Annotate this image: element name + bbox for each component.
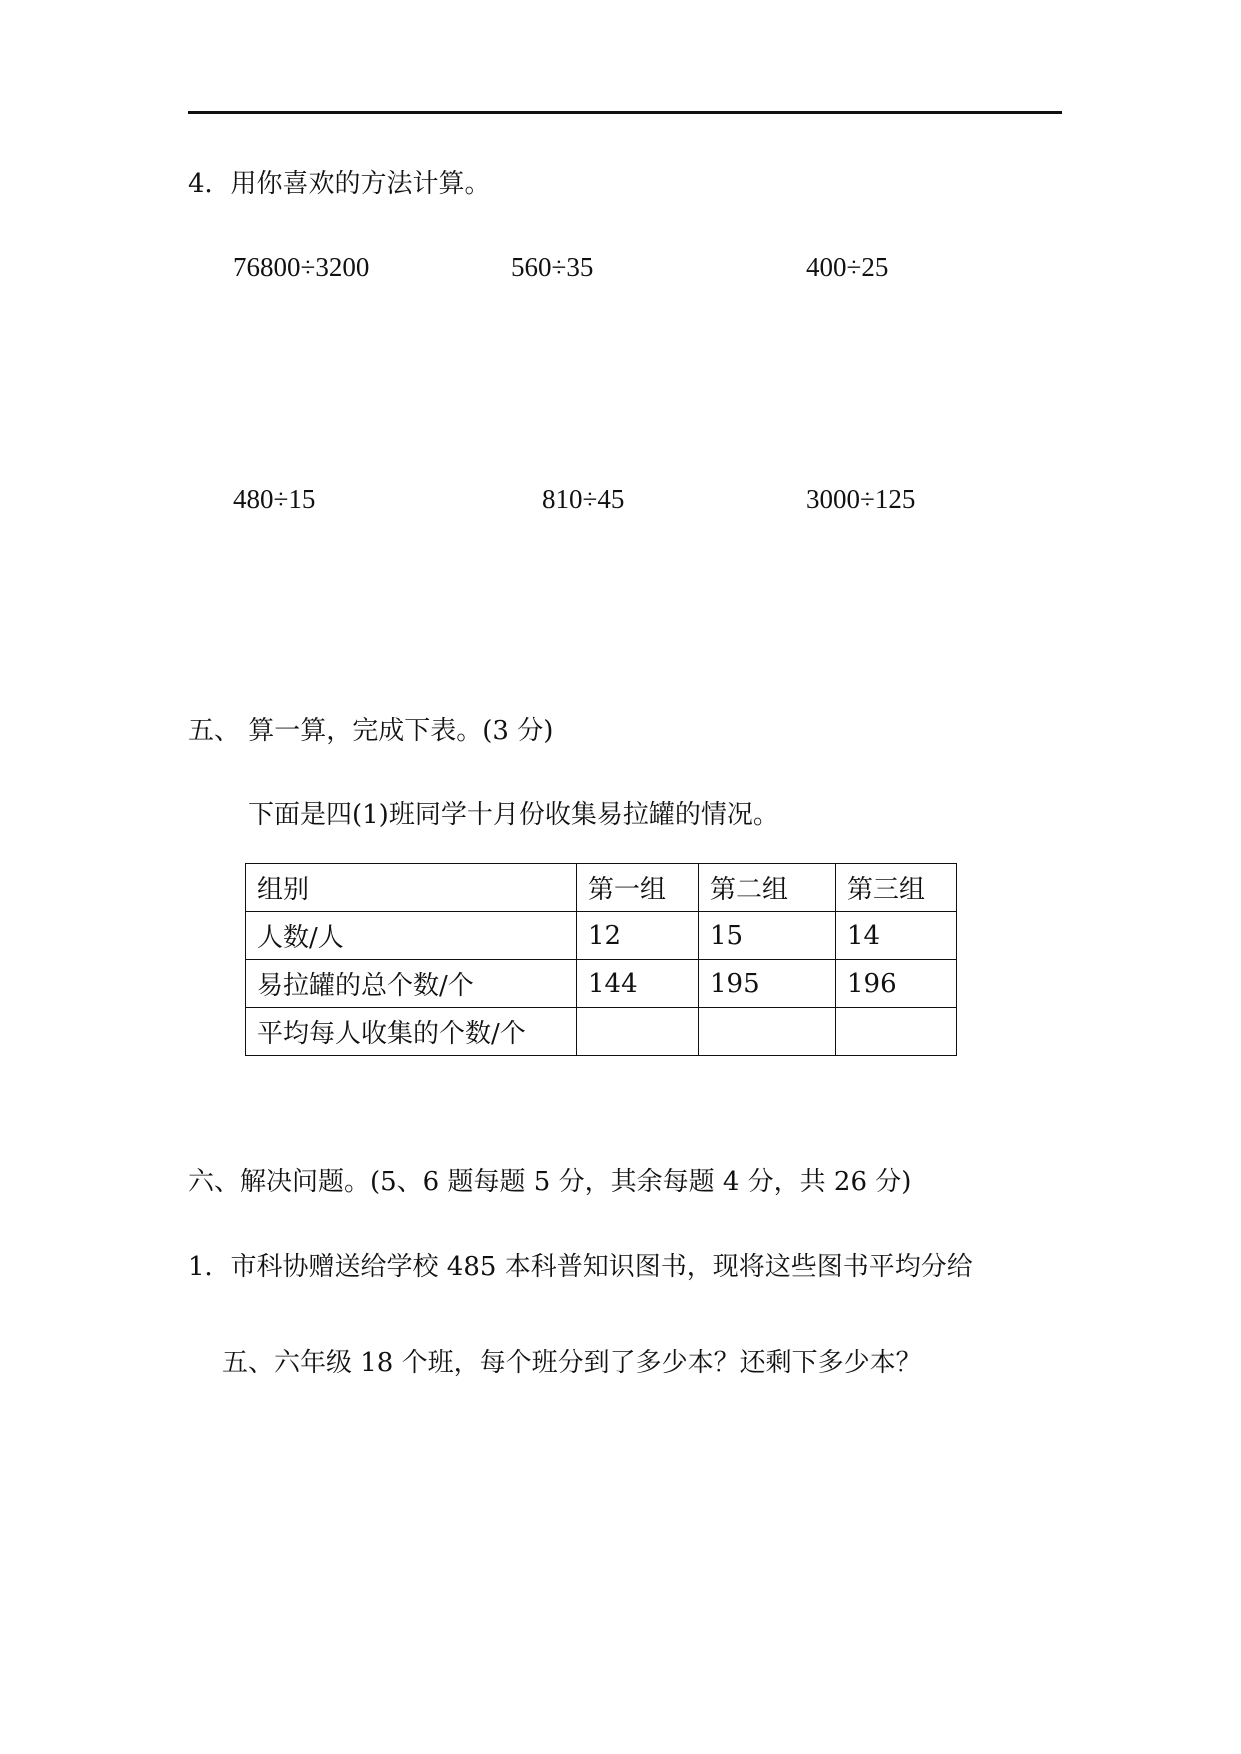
problem-1-line-2: 五、六年级 18 个班，每个班分到了多少本？还剩下多少本？ <box>222 1348 922 1378</box>
header-cell: 组别 <box>246 864 577 912</box>
table-cell: 196 <box>836 960 957 1008</box>
expr-3: 400÷25 <box>806 252 889 282</box>
expr-1: 76800÷3200 <box>233 252 370 282</box>
table-cell: 14 <box>836 912 957 960</box>
table-cell: 144 <box>577 960 699 1008</box>
table-cell: 15 <box>699 912 836 960</box>
header-cell: 第三组 <box>836 864 957 912</box>
table-row <box>246 960 957 1008</box>
answer-cell[interactable] <box>836 1008 957 1056</box>
row-label: 人数/人 <box>246 912 577 960</box>
expr-6: 3000÷125 <box>806 484 916 514</box>
table-header-row <box>246 864 957 912</box>
table-cell: 12 <box>577 912 699 960</box>
table-cell: 195 <box>699 960 836 1008</box>
problem-1-line-1: 1．市科协赠送给学校 485 本科普知识图书，现将这些图书平均分给 <box>188 1252 973 1282</box>
header-cell: 第一组 <box>577 864 699 912</box>
expr-4: 480÷15 <box>233 484 316 514</box>
expr-2: 560÷35 <box>511 252 594 282</box>
table-row <box>246 1008 957 1056</box>
row-label: 平均每人收集的个数/个 <box>246 1008 577 1056</box>
section-5-intro: 下面是四(1)班同学十月份收集易拉罐的情况。 <box>248 800 779 830</box>
header-cell: 第二组 <box>699 864 836 912</box>
table-row <box>246 912 957 960</box>
cans-table <box>245 863 957 1056</box>
answer-cell[interactable] <box>577 1008 699 1056</box>
q4-title: 4．用你喜欢的方法计算。 <box>188 169 491 199</box>
section-5-title: 五、 算一算，完成下表。(3 分) <box>188 716 554 746</box>
answer-cell[interactable] <box>699 1008 836 1056</box>
top-rule <box>188 111 1062 114</box>
row-label: 易拉罐的总个数/个 <box>246 960 577 1008</box>
section-6-title: 六、解决问题。(5、6 题每题 5 分，其余每题 4 分，共 26 分) <box>188 1167 912 1197</box>
expr-5: 810÷45 <box>542 484 625 514</box>
